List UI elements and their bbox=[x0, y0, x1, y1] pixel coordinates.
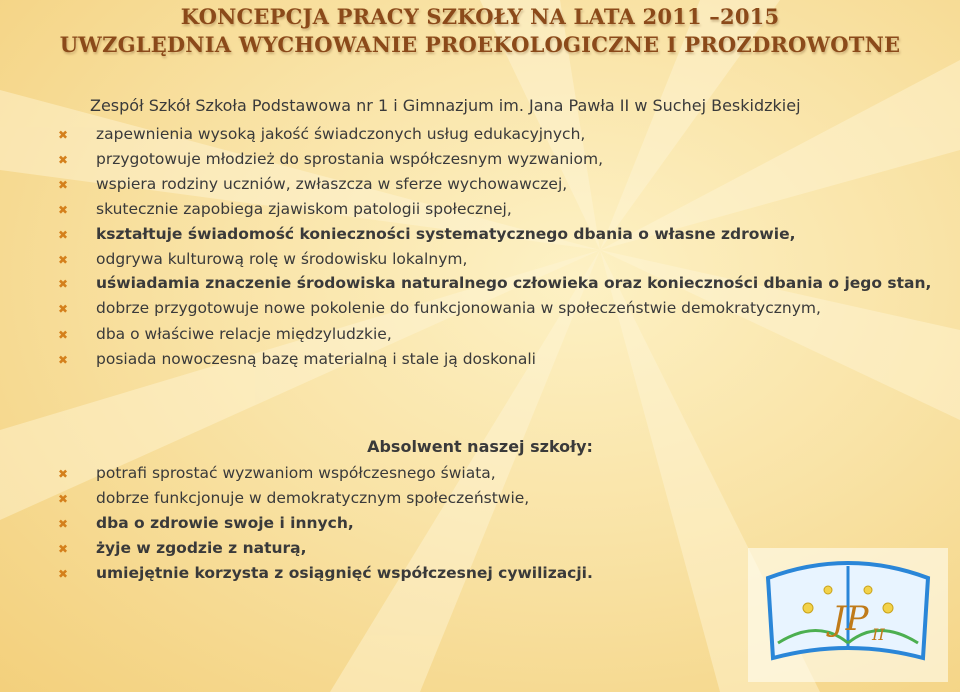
cross-bullet-icon: ✖ bbox=[58, 567, 69, 581]
list-item bbox=[58, 511, 938, 536]
list-item bbox=[58, 272, 938, 295]
list-item-text: odgrywa kulturową rolę w środowisku lokalnym, bbox=[96, 250, 468, 268]
list-item-text: posiada nowoczesną bazę materialną i stale ją doskonali bbox=[96, 350, 536, 368]
list-item-text: przygotowuje młodzież do sprostania współczesnym wyzwaniom, bbox=[96, 150, 603, 168]
cross-bullet-icon: ✖ bbox=[58, 517, 69, 531]
logo-subscript: II bbox=[872, 625, 885, 644]
cross-bullet-icon: ✖ bbox=[58, 178, 69, 192]
list-item bbox=[58, 322, 938, 347]
page-title-line2: UWZGLĘDNIA WYCHOWANIE PROEKOLOGICZNE I PROZDROWOTNE bbox=[59, 32, 901, 57]
list-item-text: kształtuje świadomość konieczności systematycznego dbania o własne zdrowie, bbox=[96, 225, 796, 243]
list-item-text: potrafi sprostać wyzwaniom współczesnego świata, bbox=[96, 464, 496, 482]
list-item bbox=[58, 247, 938, 272]
cross-bullet-icon: ✖ bbox=[58, 302, 69, 316]
list-item bbox=[58, 222, 938, 247]
cross-bullet-icon: ✖ bbox=[58, 328, 69, 342]
page-title-line1: KONCEPCJA PRACY SZKOŁY NA LATA 2011 –2015 bbox=[180, 4, 780, 29]
list-item-text: zapewnienia wysoką jakość świadczonych usług edukacyjnych, bbox=[96, 125, 586, 143]
cross-bullet-icon: ✖ bbox=[58, 542, 69, 556]
cross-bullet-icon: ✖ bbox=[58, 228, 69, 242]
list-item-text: żyje w zgodzie z naturą, bbox=[96, 539, 307, 557]
cross-bullet-icon: ✖ bbox=[58, 153, 69, 167]
cross-bullet-icon: ✖ bbox=[58, 253, 69, 267]
list-item-text: dba o właściwe relacje międzyludzkie, bbox=[96, 325, 392, 343]
cross-bullet-icon: ✖ bbox=[58, 467, 69, 481]
logo-letters: JP bbox=[832, 599, 869, 639]
list-item-text: skutecznie zapobiega zjawiskom patologii społecznej, bbox=[96, 200, 512, 218]
list-item-text: dobrze przygotowuje nowe pokolenie do funkcjonowania w społeczeństwie demokratycznym, bbox=[96, 299, 821, 317]
school-name: Zespół Szkół Szkoła Podstawowa nr 1 i Gimnazjum im. Jana Pawła II w Suchej Beskidzkiej bbox=[90, 96, 801, 115]
list-item bbox=[58, 122, 938, 147]
school-items-list bbox=[58, 122, 938, 372]
list-item bbox=[58, 197, 938, 222]
list-item-text: umiejętnie korzysta z osiągnięć współczesnej cywilizacji. bbox=[96, 564, 593, 582]
graduate-heading: Absolwent naszej szkoły: bbox=[367, 437, 593, 456]
list-item bbox=[58, 297, 938, 320]
list-item-text: uświadamia znaczenie środowiska naturalnego człowieka oraz konieczności dbania o jego stan, bbox=[96, 274, 932, 292]
cross-bullet-icon: ✖ bbox=[58, 277, 69, 291]
list-item-text: dobrze funkcjonuje w demokratycznym społeczeństwie, bbox=[96, 489, 530, 507]
list-item bbox=[58, 486, 938, 511]
list-item bbox=[58, 461, 938, 486]
list-item bbox=[58, 147, 938, 172]
list-item-text: dba o zdrowie swoje i innych, bbox=[96, 514, 354, 532]
list-item-text: wspiera rodziny uczniów, zwłaszcza w sferze wychowawczej, bbox=[96, 175, 568, 193]
school-logo bbox=[748, 548, 948, 682]
list-item bbox=[58, 172, 938, 197]
cross-bullet-icon: ✖ bbox=[58, 128, 69, 142]
cross-bullet-icon: ✖ bbox=[58, 492, 69, 506]
cross-bullet-icon: ✖ bbox=[58, 203, 69, 217]
list-item bbox=[58, 347, 938, 372]
cross-bullet-icon: ✖ bbox=[58, 353, 69, 367]
